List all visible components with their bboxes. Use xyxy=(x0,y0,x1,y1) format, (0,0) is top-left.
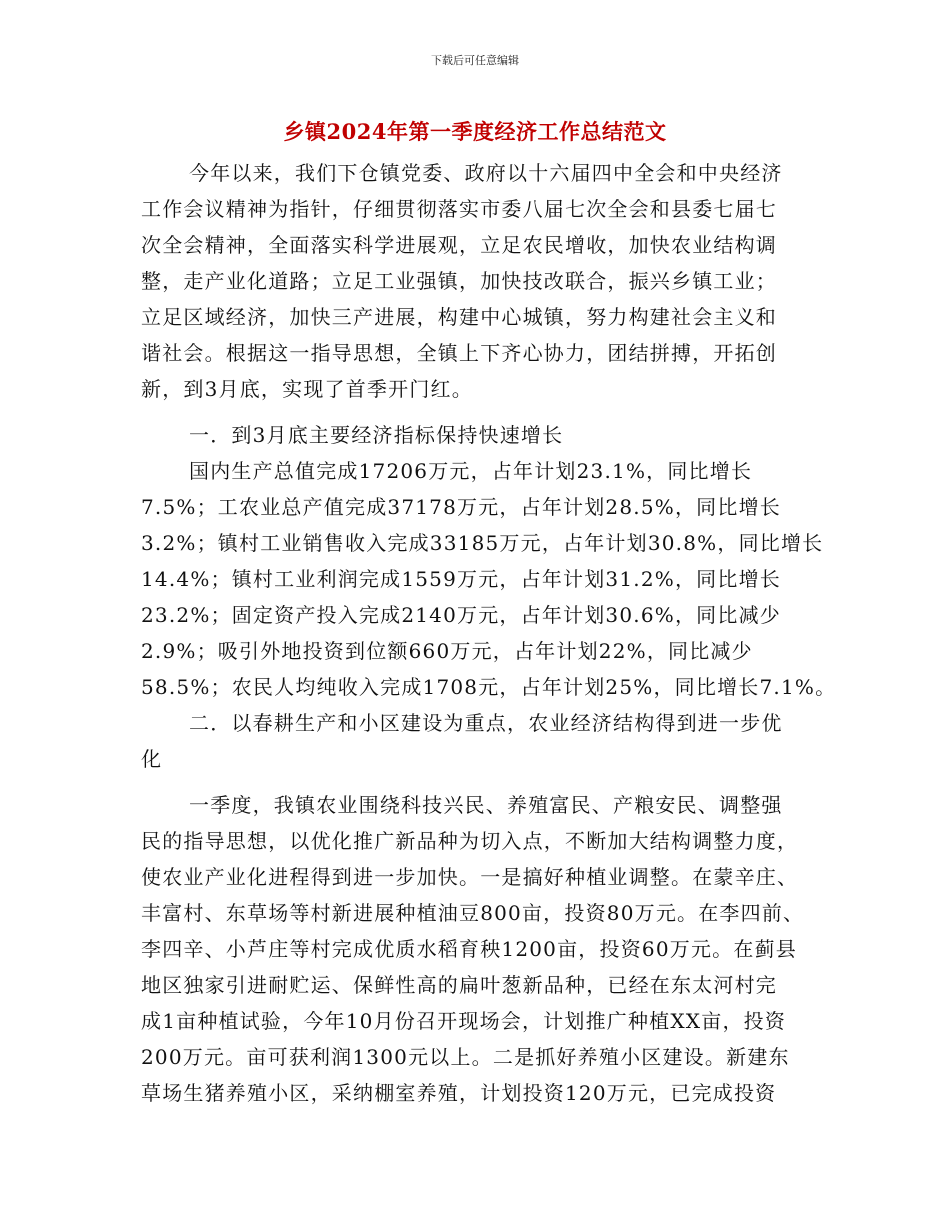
body-line: 一季度，我镇农业围绕科技兴民、养殖富民、产粮安民、调整强 xyxy=(189,793,783,817)
section-heading: 一．到3月底主要经济指标保持快速增长 xyxy=(189,423,564,447)
body-line: 次全会精神，全面落实科学进展观，立足农民增收，加快农业结构调 xyxy=(141,233,777,257)
body-line: 200万元。亩可获利润1300元以上。二是抓好养殖小区建设。新建东 xyxy=(141,1045,790,1069)
body-line: 李四辛、小芦庄等村完成优质水稻育秧1200亩，投资60万元。在蓟县 xyxy=(141,937,797,961)
header-note: 下载后可任意编辑 xyxy=(431,54,519,67)
body-line: 23.2%；固定资产投入完成2140万元，占年计划30.6%，同比减少 xyxy=(141,603,781,627)
body-line: 丰富村、东草场等村新进展种植油豆800亩，投资80万元。在李四前、 xyxy=(141,901,805,925)
body-line: 58.5%；农民人均纯收入完成1708元，占年计划25%，同比增长7.1%。 xyxy=(141,675,837,699)
body-line: 立足区域经济，加快三产进展，构建中心城镇，努力构建社会主义和 xyxy=(141,305,777,329)
body-line: 2.9%；吸引外地投资到位额660万元，占年计划22%，同比减少 xyxy=(141,639,753,663)
section-heading-cont: 化 xyxy=(141,747,163,771)
body-line: 7.5%；工农业总产值完成37178万元，占年计划28.5%，同比增长 xyxy=(141,495,781,519)
body-line: 新，到3月底，实现了首季开门红。 xyxy=(141,377,473,401)
body-line: 3.2%；镇村工业销售收入完成33185万元，占年计划30.8%，同比增长 xyxy=(141,531,824,555)
body-line: 地区独家引进耐贮运、保鲜性高的扁叶葱新品种，已经在东太河村完 xyxy=(141,973,777,997)
body-line: 14.4%；镇村工业利润完成1559万元，占年计划31.2%，同比增长 xyxy=(141,567,781,591)
body-line: 成1亩种植试验，今年10月份召开现场会，计划推广种植XX亩，投资 xyxy=(141,1009,787,1033)
body-line: 今年以来，我们下仓镇党委、政府以十六届四中全会和中央经济 xyxy=(189,161,783,185)
section-heading: 二．以春耕生产和小区建设为重点，农业经济结构得到进一步优 xyxy=(189,711,783,735)
body-line: 整，走产业化道路；立足工业强镇，加快技改联合，振兴乡镇工业； xyxy=(141,269,777,293)
body-line: 谐社会。根据这一指导思想，全镇上下齐心协力，团结拼搏，开拓创 xyxy=(141,341,777,365)
body-line: 民的指导思想，以优化推广新品种为切入点，不断加大结构调整力度， xyxy=(141,829,799,853)
document-title: 乡镇2024年第一季度经济工作总结范文 xyxy=(283,119,667,144)
body-line: 工作会议精神为指针，仔细贯彻落实市委八届七次全会和县委七届七 xyxy=(141,197,777,221)
body-line: 使农业产业化进程得到进一步加快。一是搞好种植业调整。在蒙辛庄、 xyxy=(141,865,799,889)
body-line: 国内生产总值完成17206万元，占年计划23.1%，同比增长 xyxy=(189,459,753,483)
body-line: 草场生猪养殖小区，采纳棚室养殖，计划投资120万元，已完成投资 xyxy=(141,1081,777,1105)
